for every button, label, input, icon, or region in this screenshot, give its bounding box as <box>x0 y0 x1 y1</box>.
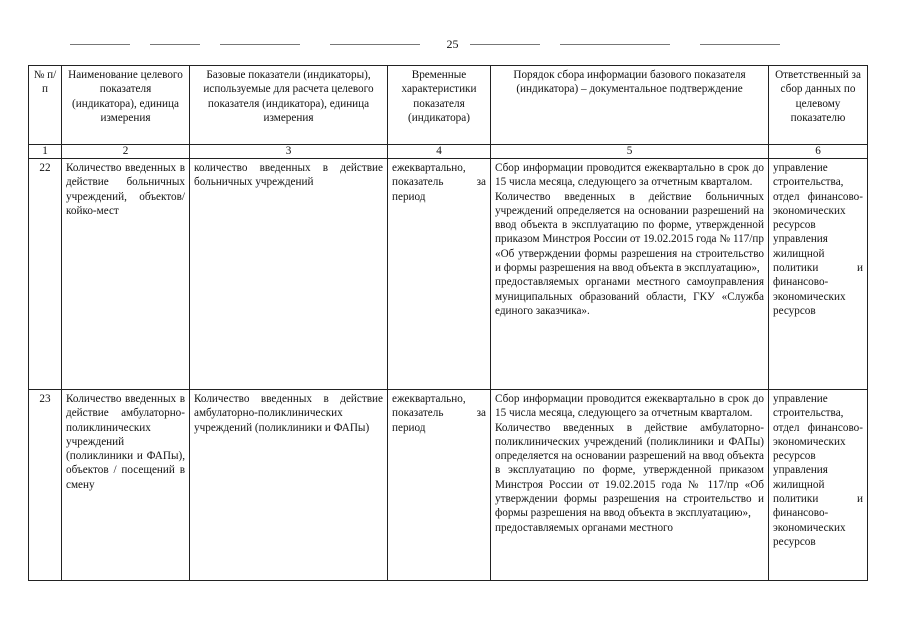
collection-order <box>491 390 769 581</box>
column-index: 5 <box>491 145 769 159</box>
base-indicator: Количество введенных в действие амбулаторно-поликлинических учреждений (поликлиники и ФАПы) <box>190 390 388 581</box>
column-index: 6 <box>769 145 868 159</box>
indicators-table <box>28 65 868 581</box>
scan-artifact-line <box>560 44 670 45</box>
header-responsible: Ответственный за сбор данных по целевому показателю <box>769 66 868 145</box>
header-base-indicators: Базовые показатели (индикаторы), используемые для расчета целевого показателя (индикатора), единица измерения <box>190 66 388 145</box>
column-index-row <box>29 145 868 159</box>
scan-artifact-line <box>470 44 540 45</box>
scan-artifact-line <box>70 44 130 45</box>
time-characteristic: ежеквартально, показатель за период <box>388 159 491 390</box>
column-index: 3 <box>190 145 388 159</box>
column-index: 1 <box>29 145 62 159</box>
row-number: 22 <box>29 159 62 390</box>
table-row <box>29 390 868 581</box>
collection-order-paragraph: Количество введенных в действие больничных учреждений определяется на основании разрешений на ввод объекта в эксплуатацию по форме, утвержденной приказом Минстроя России от 19.02.2015 года № 117/пр «Об утверждении формы разрешения на строительство и формы разрешения на ввод объекта в эксплуатацию», <box>495 190 764 275</box>
scan-artifact-line <box>150 44 200 45</box>
collection-order-paragraph: Сбор информации проводится ежеквартально в срок до 15 числа месяца, следующего за отчетным кварталом. <box>495 393 764 420</box>
page-number: 25 <box>446 37 459 51</box>
header-number: № п/п <box>29 66 62 145</box>
base-indicator: количество введенных в действие больничных учреждений <box>190 159 388 390</box>
collection-order-paragraph: Количество введенных в действие амбулаторно-поликлинических учреждений (поликлиники и ФАПы) определяется на основании разрешений на ввод объекта в эксплуатацию по форме, утвержденной приказом Минстроя России от 19.02.2015 года № 117/пр «Об утверждении формы разрешения на строительство и формы разрешения на ввод объекта в эксплуатацию», <box>495 421 764 520</box>
row-number: 23 <box>29 390 62 581</box>
collection-order <box>491 159 769 390</box>
scan-artifact-line <box>330 44 420 45</box>
scan-artifact-line <box>700 44 780 45</box>
responsible-unit: управление строительства, отдел финансово-экономических ресурсов управления жилищной политики и финансово-экономических ресурсов <box>769 159 868 390</box>
indicator-name: Количество введенных в действие больничных учреждений, объектов/койко-мест <box>62 159 190 390</box>
table-header-row <box>29 66 868 145</box>
header-time-characteristics: Временные характеристики показателя (индикатора) <box>388 66 491 145</box>
header-collection-order: Порядок сбора информации базового показателя (индикатора) – документальное подтверждение <box>491 66 769 145</box>
collection-order-paragraph: предоставляемых органами местного самоуправления муниципальных образований области, ГКУ «Служба единого заказчика». <box>495 276 764 317</box>
collection-order-paragraph: предоставляемых органами местного <box>495 521 673 534</box>
scan-artifact-line <box>220 44 300 45</box>
responsible-unit: управление строительства, отдел финансово-экономических ресурсов управления жилищной политики и финансово-экономических ресурсов <box>769 390 868 581</box>
table-row <box>29 159 868 390</box>
header-indicator-name: Наименование целевого показателя (индикатора), единица измерения <box>62 66 190 145</box>
time-characteristic: ежеквартально, показатель за период <box>388 390 491 581</box>
collection-order-paragraph: Сбор информации проводится ежеквартально в срок до 15 числа месяца, следующего за отчетным кварталом. <box>495 162 764 189</box>
column-index: 2 <box>62 145 190 159</box>
column-index: 4 <box>388 145 491 159</box>
indicator-name: Количество введенных в действие амбулаторно-поликлинических учреждений (поликлиники и ФАПы), объектов / посещений в смену <box>62 390 190 581</box>
